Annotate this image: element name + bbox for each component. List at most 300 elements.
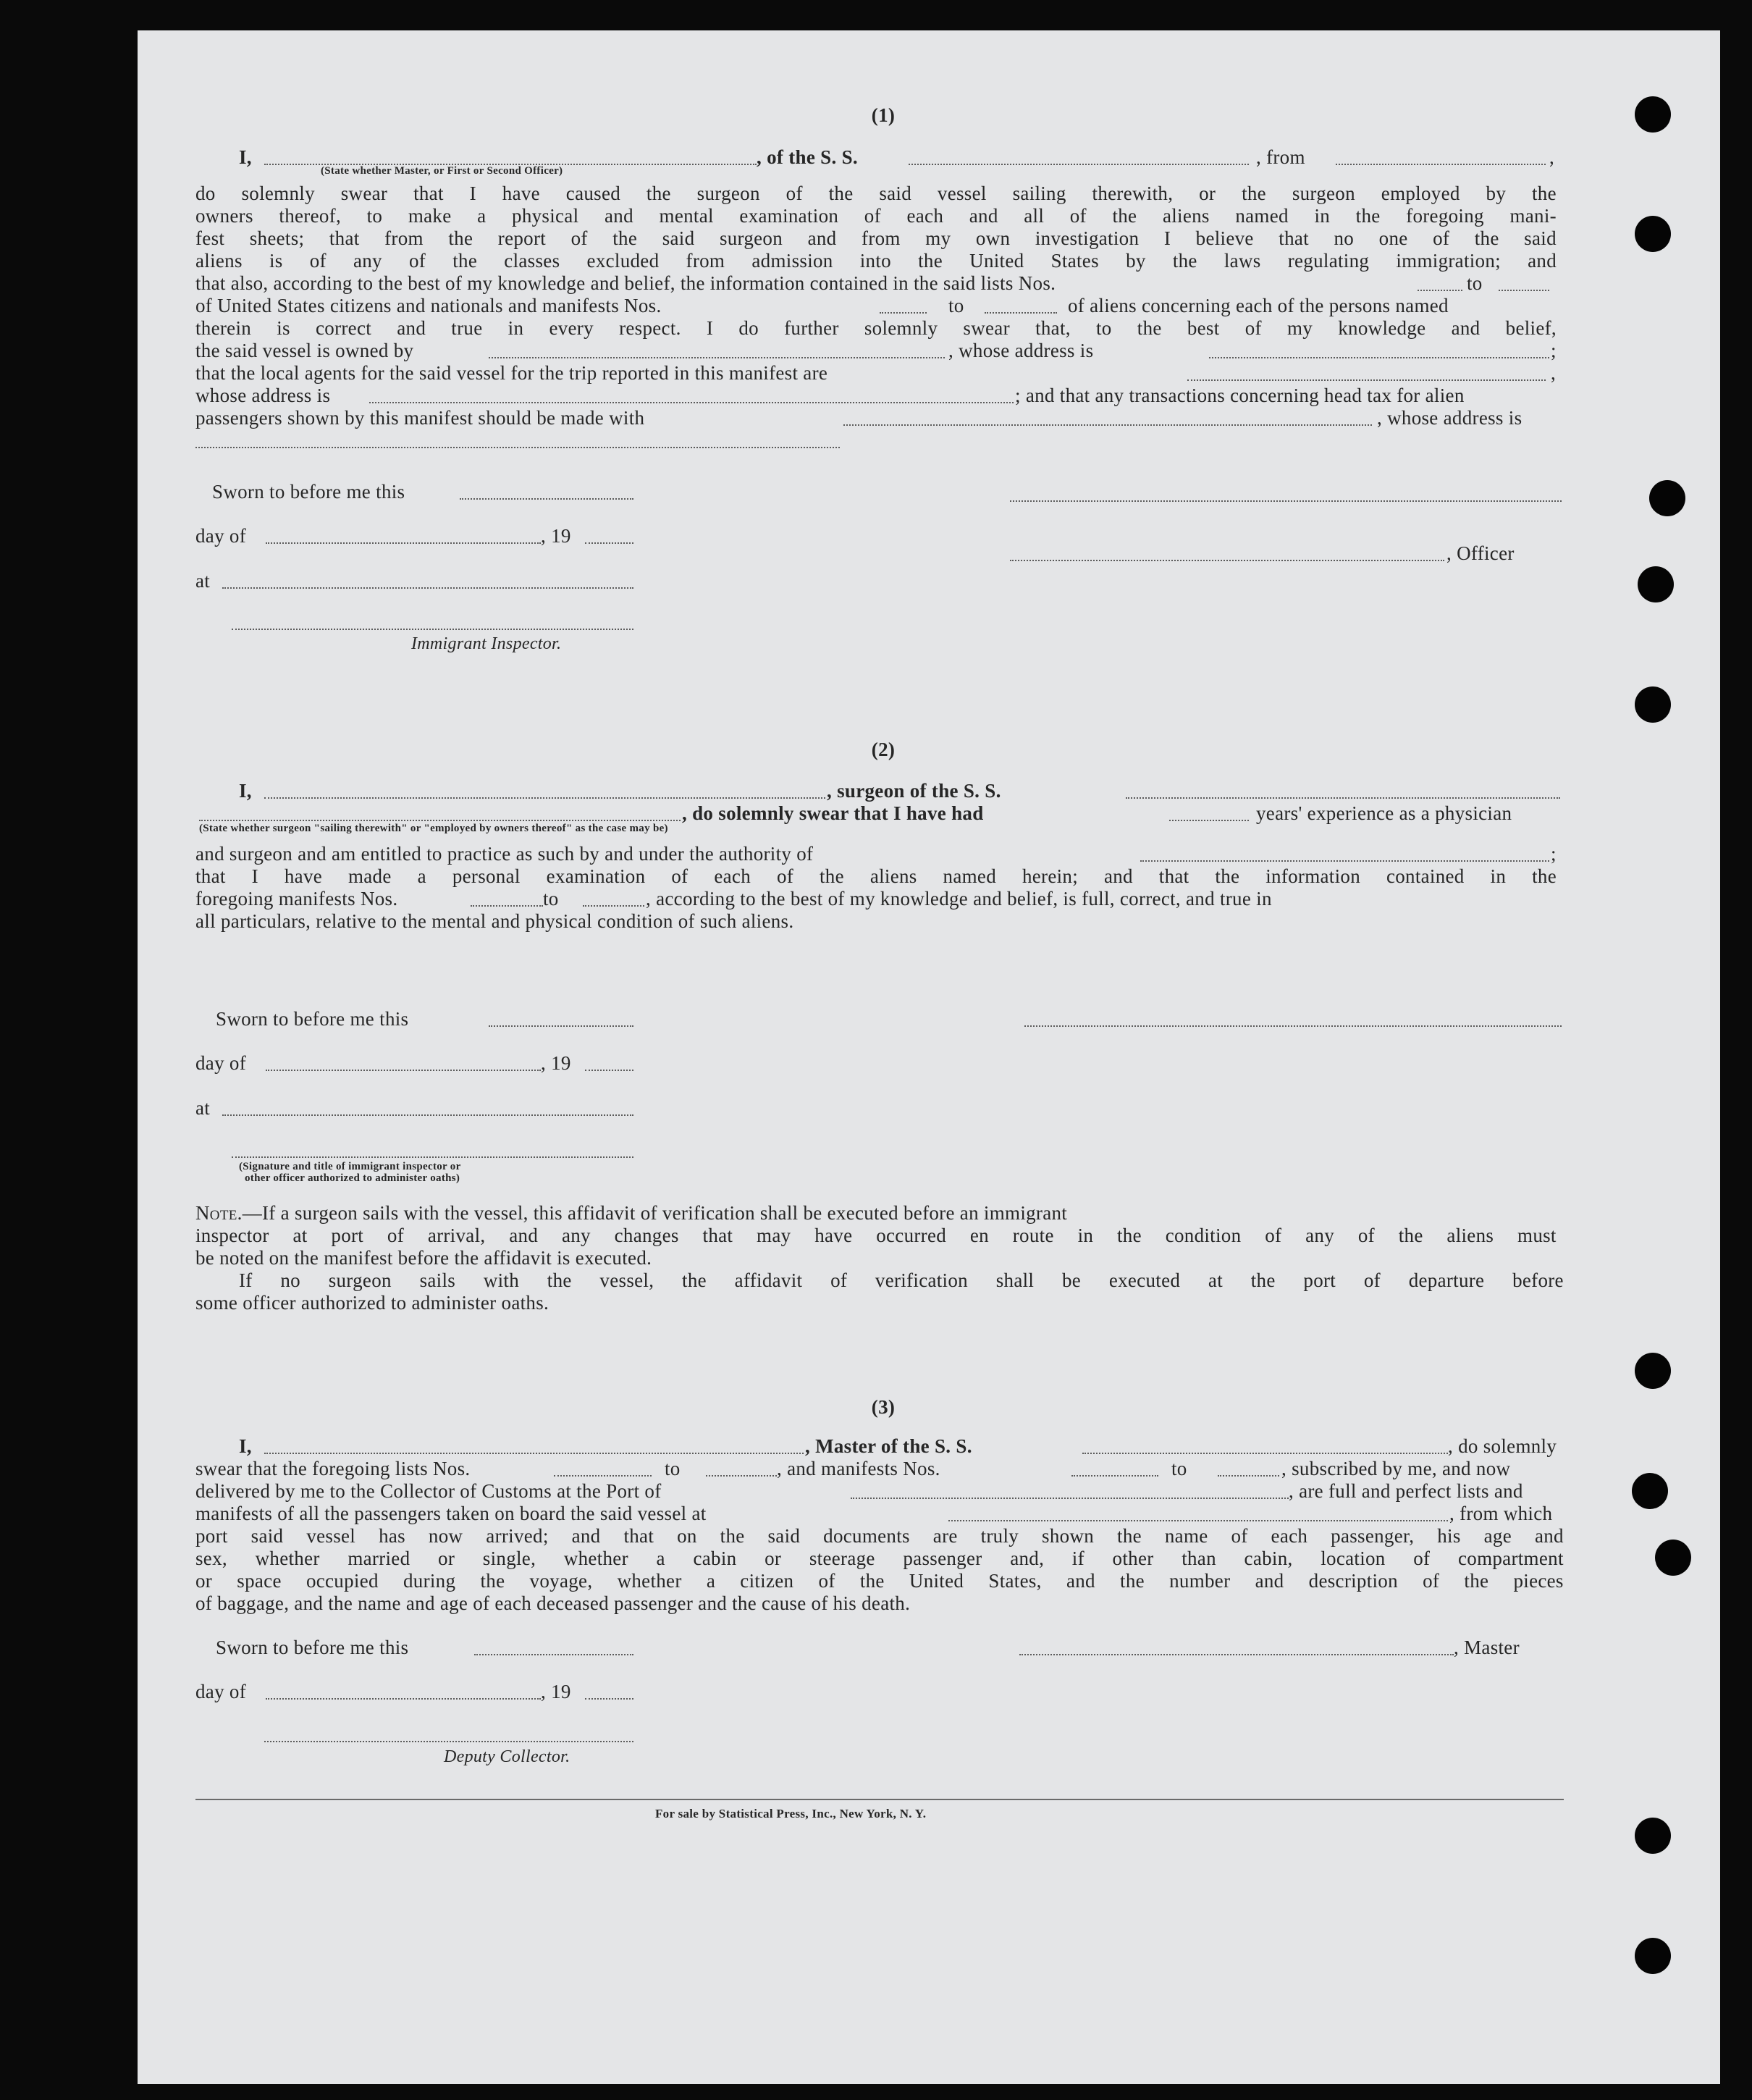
- word: that: [1158, 865, 1189, 887]
- word: no: [1334, 227, 1355, 249]
- word: the: [1474, 227, 1499, 249]
- word: therewith,: [1092, 182, 1174, 204]
- word: and: [605, 205, 633, 227]
- word: at: [292, 1225, 308, 1246]
- word: each: [714, 865, 751, 887]
- s3-vessel-name-field[interactable]: [1082, 1453, 1448, 1454]
- s1-year-field[interactable]: [585, 542, 633, 544]
- word: arrival,: [427, 1225, 486, 1246]
- word: that: [1279, 227, 1309, 249]
- s2-at-field[interactable]: [222, 1114, 633, 1116]
- word: the: [1242, 182, 1266, 204]
- s2-sworn-label: Sworn to before me this: [216, 1008, 409, 1030]
- word: mental: [659, 205, 714, 227]
- word: excluded: [586, 250, 660, 272]
- s2-year-label: , 19: [541, 1052, 571, 1074]
- s1-lists-to-field[interactable]: [1499, 290, 1549, 291]
- word: vessel,: [599, 1269, 654, 1291]
- footer-rule: [195, 1799, 1564, 1800]
- word: the: [612, 227, 638, 249]
- word: vessel: [937, 182, 987, 204]
- word: aliens: [1446, 1225, 1494, 1246]
- word: changes: [614, 1225, 679, 1246]
- word: laws: [1224, 250, 1261, 272]
- word: space: [237, 1570, 282, 1592]
- s2-vessel-name-field[interactable]: [1126, 797, 1560, 799]
- s3-day-field[interactable]: [266, 1698, 541, 1700]
- footer-imprint: For sale by Statistical Press, Inc., New York, N. Y.: [655, 1807, 927, 1820]
- word: the: [859, 1570, 885, 1592]
- word: shall: [995, 1269, 1035, 1291]
- word: the: [819, 865, 844, 887]
- s3-port-field[interactable]: [851, 1498, 1289, 1499]
- word: do: [195, 182, 216, 204]
- word: admission: [751, 250, 833, 272]
- word: knowledge: [1338, 317, 1426, 339]
- word: the: [918, 250, 943, 272]
- word: in: [508, 317, 524, 339]
- word: a: [706, 1570, 716, 1592]
- word: and: [1534, 1525, 1564, 1547]
- word: sailing: [1012, 182, 1066, 204]
- word: the: [1250, 1269, 1276, 1291]
- word: is: [277, 317, 290, 339]
- s1-officer-caption: , Officer: [1446, 542, 1515, 564]
- word: port: [1303, 1269, 1336, 1291]
- word: the: [1215, 865, 1240, 887]
- s1-agents-label: that the local agents for the said vessel for the trip reported in this manifest are: [195, 362, 828, 384]
- s2-surgeon-name-field[interactable]: [264, 797, 825, 799]
- s3-lists-label: swear that the foregoing lists Nos.: [195, 1458, 471, 1479]
- s1-officer-title-field[interactable]: [1010, 560, 1444, 561]
- word: the: [1117, 1525, 1142, 1547]
- s1-vessel-name-field[interactable]: [909, 164, 1249, 165]
- s1-body-line-4: [195, 250, 1557, 272]
- word: before: [1512, 1269, 1564, 1291]
- word: of: [830, 1269, 848, 1291]
- s2-i-label: I,: [239, 780, 252, 802]
- s2-year-field[interactable]: [585, 1070, 633, 1071]
- word: is: [269, 250, 283, 272]
- s2-solemnly-swear: , do solemnly swear that I have had: [682, 802, 984, 824]
- section-2-number: (2): [871, 739, 896, 760]
- word: of: [1069, 205, 1087, 227]
- s1-head-tax-with: passengers shown by this manifest should be made with: [195, 407, 645, 429]
- word: the: [448, 227, 473, 249]
- word: aliens: [195, 250, 243, 272]
- word: every: [549, 317, 594, 339]
- word: said: [879, 182, 912, 204]
- s2-sig-hint-1: (Signature and title of immigrant inspector or: [239, 1161, 461, 1172]
- word: all: [1024, 205, 1045, 227]
- s1-from-label: , from: [1256, 146, 1305, 168]
- s1-aliens-concerning: of aliens concerning each of the persons named: [1068, 295, 1449, 316]
- word: caused: [565, 182, 621, 204]
- s1-head-tax-party-field[interactable]: [843, 424, 1372, 426]
- s1-year-label: , 19: [541, 525, 571, 547]
- s3-collector-signature-field[interactable]: [264, 1741, 633, 1742]
- s3-year-field[interactable]: [585, 1698, 633, 1700]
- word: or: [765, 1547, 782, 1569]
- binder-hole-icon: [1638, 566, 1674, 602]
- word: of: [309, 250, 327, 272]
- word: that: [329, 227, 360, 249]
- word: may: [757, 1225, 791, 1246]
- s3-body-line-8: of baggage, and the name and age of each deceased passenger and the cause of his death.: [195, 1592, 911, 1614]
- word: of: [1231, 1525, 1248, 1547]
- word: foregoing: [1406, 205, 1484, 227]
- s2-years-field[interactable]: [1169, 820, 1249, 821]
- s1-body-line-7: [195, 317, 1557, 340]
- binder-hole-icon: [1635, 1818, 1671, 1854]
- word: by: [1126, 250, 1146, 272]
- word: the: [480, 1570, 505, 1592]
- s2-day-field[interactable]: [266, 1070, 541, 1071]
- word: executed: [1108, 1269, 1181, 1291]
- word: If: [239, 1269, 253, 1291]
- word: that: [413, 182, 444, 204]
- word: examination: [739, 205, 839, 227]
- s3-master-of-label: , Master of the S. S.: [805, 1435, 972, 1457]
- s3-embarkation-port-field[interactable]: [948, 1520, 1448, 1521]
- word: port: [331, 1225, 364, 1246]
- word: and: [807, 227, 837, 249]
- word: of: [1433, 227, 1450, 249]
- s1-agent-address-label: whose address is: [195, 385, 331, 406]
- word: from: [384, 227, 424, 249]
- word: voyage,: [529, 1570, 593, 1592]
- word: and: [1528, 250, 1557, 272]
- word: any: [353, 250, 382, 272]
- word: said: [662, 227, 695, 249]
- word: and: [1255, 1570, 1284, 1592]
- s1-comma-2: ,: [1551, 362, 1557, 384]
- word: condition: [1165, 1225, 1242, 1246]
- s1-lists-from-field[interactable]: [1418, 290, 1462, 291]
- word: named: [943, 865, 997, 887]
- s1-from-field[interactable]: [1336, 164, 1546, 165]
- word: have: [284, 865, 323, 887]
- s1-sworn-label: Sworn to before me this: [212, 481, 405, 503]
- s2-manifests-from-field[interactable]: [471, 905, 543, 907]
- s1-i-label: I,: [239, 146, 252, 168]
- binder-hole-icon: [1635, 216, 1671, 252]
- s1-sworn-field[interactable]: [460, 498, 633, 500]
- word: the: [1355, 205, 1381, 227]
- s3-body-line-5: [195, 1525, 1564, 1547]
- word: information: [1265, 865, 1361, 887]
- word: to: [366, 205, 383, 227]
- word: of: [1363, 1269, 1381, 1291]
- s2-semicolon: ;: [1551, 843, 1557, 865]
- word: occupied: [306, 1570, 379, 1592]
- word: that: [195, 865, 226, 887]
- s3-sworn-field[interactable]: [474, 1654, 633, 1655]
- word: from: [862, 227, 901, 249]
- s2-at-label: at: [195, 1097, 211, 1119]
- word: thereof,: [279, 205, 341, 227]
- word: the: [646, 182, 671, 204]
- word: therein: [195, 317, 252, 339]
- word: documents: [823, 1525, 910, 1547]
- s2-surgeon-of-label: , surgeon of the S. S.: [827, 780, 1001, 802]
- section-3-number: (3): [871, 1396, 896, 1418]
- s3-from-which: , from which: [1449, 1503, 1553, 1524]
- s1-owner-field[interactable]: [489, 357, 945, 358]
- s1-to-2: to: [948, 295, 964, 316]
- s1-body-line-1: [195, 182, 1557, 205]
- s2-inspector-signature-field[interactable]: [232, 1156, 633, 1158]
- word: sex,: [195, 1547, 227, 1569]
- word: other: [1112, 1547, 1154, 1569]
- word: owners: [195, 205, 253, 227]
- word: United: [909, 1570, 964, 1592]
- word: make: [408, 205, 452, 227]
- word: and: [571, 1525, 601, 1547]
- word: regulating: [1287, 250, 1370, 272]
- word: United: [969, 250, 1024, 272]
- word: name: [1164, 1525, 1208, 1547]
- s1-comma: ,: [1549, 146, 1555, 168]
- word: at: [1208, 1269, 1223, 1291]
- word: of: [671, 865, 688, 887]
- s1-owner-address-field[interactable]: [1209, 357, 1549, 358]
- word: affidavit: [734, 1269, 803, 1291]
- s3-full-lists: , are full and perfect lists and: [1289, 1480, 1523, 1502]
- s3-lists-from-field[interactable]: [554, 1475, 652, 1477]
- word: vessel: [306, 1525, 356, 1547]
- s2-note-line-3: be noted on the manifest before the affidavit is executed.: [195, 1247, 652, 1269]
- word: have: [502, 182, 540, 204]
- s1-at-label: at: [195, 570, 211, 592]
- s2-authority-field[interactable]: [1140, 860, 1549, 862]
- word: aliens: [1162, 205, 1210, 227]
- word: the: [682, 1269, 707, 1291]
- word: I: [706, 317, 714, 339]
- word: mani-: [1509, 205, 1557, 227]
- word: surgeon: [1292, 182, 1355, 204]
- s1-to-1: to: [1467, 272, 1483, 294]
- s2-manifests-to-field[interactable]: [583, 905, 644, 907]
- s1-day-field[interactable]: [266, 542, 541, 544]
- s1-day-of-label: day of: [195, 525, 247, 547]
- s1-inspector-caption: Immigrant Inspector.: [411, 634, 562, 653]
- word: on: [677, 1525, 697, 1547]
- word: during: [403, 1570, 456, 1592]
- word: each: [906, 205, 944, 227]
- word: occurred: [876, 1225, 947, 1246]
- word: a: [656, 1547, 665, 1569]
- word: age: [1483, 1525, 1512, 1547]
- word: personal: [452, 865, 521, 887]
- s2-surgeon-status-field[interactable]: [199, 820, 681, 821]
- word: own: [975, 227, 1011, 249]
- word: correct: [316, 317, 372, 339]
- word: sheets;: [249, 227, 305, 249]
- word: belief,: [1505, 317, 1557, 339]
- word: now: [428, 1525, 463, 1547]
- word: respect.: [619, 317, 681, 339]
- s3-master-signature-field[interactable]: [1019, 1654, 1454, 1655]
- word: said: [250, 1525, 284, 1547]
- word: one: [1378, 227, 1408, 249]
- s3-year-label: , 19: [541, 1681, 571, 1702]
- word: description: [1308, 1570, 1398, 1592]
- word: I: [1163, 227, 1171, 249]
- word: best: [1187, 317, 1220, 339]
- s3-to-1: to: [665, 1458, 681, 1479]
- word: of: [409, 250, 426, 272]
- s1-semicolon: ;: [1551, 340, 1557, 361]
- s3-port-label: delivered by me to the Collector of Customs at the Port of: [195, 1480, 662, 1502]
- word: a: [477, 205, 487, 227]
- word: route: [1012, 1225, 1054, 1246]
- s1-manifests-to-field[interactable]: [985, 312, 1057, 314]
- s1-at-field[interactable]: [222, 587, 633, 589]
- manifest-page: [138, 30, 1720, 2084]
- s2-sworn-field[interactable]: [489, 1025, 633, 1027]
- s3-master-name-field[interactable]: [264, 1453, 804, 1454]
- word: do: [738, 317, 759, 339]
- word: contained: [1386, 865, 1465, 887]
- word: and: [509, 1225, 539, 1246]
- s2-note-head: Note.: [195, 1202, 243, 1224]
- s2-note-line-1: Note.—If a surgeon sails with the vessel, this affidavit of verification shall be executed before an immigrant: [195, 1202, 1068, 1224]
- word: inspector: [195, 1225, 269, 1246]
- s1-head-tax: ; and that any transactions concerning head tax for alien: [1015, 385, 1465, 406]
- word: departure: [1408, 1269, 1485, 1291]
- s1-body-line-6: of United States citizens and nationals and manifests Nos.: [195, 295, 662, 316]
- word: sails: [419, 1269, 456, 1291]
- word: cabin,: [1244, 1547, 1293, 1569]
- word: must: [1517, 1225, 1557, 1246]
- word: are: [932, 1525, 958, 1547]
- word: of: [1357, 1225, 1375, 1246]
- word: by: [1486, 182, 1507, 204]
- word: the: [547, 1269, 572, 1291]
- word: in: [1077, 1225, 1094, 1246]
- s3-manifests-to-field[interactable]: [1218, 1475, 1279, 1477]
- s3-to-2: to: [1171, 1458, 1187, 1479]
- s1-manifests-from-field[interactable]: [880, 312, 927, 314]
- binder-hole-icon: [1632, 1473, 1668, 1509]
- s1-officer-hint: (State whether Master, or First or Second Officer): [321, 165, 563, 177]
- word: named: [1235, 205, 1289, 227]
- binder-hole-icon: [1635, 96, 1671, 133]
- s2-surgeon-signature-field[interactable]: [1024, 1025, 1562, 1027]
- word: number: [1169, 1570, 1231, 1592]
- word: or: [195, 1570, 213, 1592]
- word: of: [776, 865, 794, 887]
- word: I: [469, 182, 476, 204]
- word: and: [1451, 317, 1481, 339]
- word: that,: [1035, 317, 1071, 339]
- word: the: [1532, 865, 1557, 887]
- s3-subscribed: , subscribed by me, and now: [1281, 1458, 1511, 1479]
- word: single,: [482, 1547, 536, 1569]
- word: and: [1103, 865, 1133, 887]
- s2-note-line-2: [195, 1225, 1557, 1247]
- s2-years-label: years' experience as a physician: [1256, 802, 1512, 824]
- word: compartment: [1458, 1547, 1564, 1569]
- word: that: [623, 1525, 654, 1547]
- word: herein;: [1022, 865, 1079, 887]
- word: no: [280, 1269, 300, 1291]
- word: citizen: [740, 1570, 794, 1592]
- word: in: [1314, 205, 1331, 227]
- word: the: [828, 182, 854, 204]
- word: swear: [963, 317, 1010, 339]
- word: a: [417, 865, 426, 887]
- s3-do-solemnly: , do solemnly: [1448, 1435, 1557, 1457]
- word: of: [864, 205, 881, 227]
- s3-body-line-6: [195, 1547, 1564, 1570]
- s1-head-tax-address-field[interactable]: [195, 447, 840, 448]
- word: or: [438, 1547, 455, 1569]
- section-1-number: (1): [871, 104, 896, 126]
- word: States,: [988, 1570, 1042, 1592]
- word: and: [397, 317, 426, 339]
- s2-day-of-label: day of: [195, 1052, 247, 1074]
- s1-agent-address-field[interactable]: [369, 402, 1014, 403]
- word: pieces: [1513, 1570, 1564, 1592]
- word: have: [814, 1225, 853, 1246]
- word: the: [1112, 205, 1137, 227]
- word: said: [1524, 227, 1557, 249]
- word: of: [1413, 1547, 1431, 1569]
- word: immigration;: [1396, 250, 1501, 272]
- word: swear: [340, 182, 388, 204]
- word: shown: [1042, 1525, 1095, 1547]
- word: physical: [512, 205, 579, 227]
- s2-note-line-5: some officer authorized to administer oaths.: [195, 1292, 549, 1314]
- word: the: [1120, 1570, 1145, 1592]
- s3-sworn-label: Sworn to before me this: [216, 1637, 409, 1658]
- word: passenger: [903, 1547, 982, 1569]
- binder-hole-icon: [1655, 1540, 1691, 1576]
- word: to: [1095, 317, 1112, 339]
- word: be: [1061, 1269, 1082, 1291]
- word: whether: [563, 1547, 628, 1569]
- word: location: [1321, 1547, 1386, 1569]
- s2-sig-hint-2: other officer authorized to administer oaths): [245, 1172, 460, 1184]
- word: said: [767, 1525, 801, 1547]
- s1-body-line-5: that also, according to the best of my knowledge and belief, the information contained in the said lists Nos.: [195, 272, 1056, 294]
- s1-head-tax-address-label: , whose address is: [1377, 407, 1523, 429]
- s3-lists-to-field[interactable]: [706, 1475, 777, 1477]
- s1-officer-signature-field[interactable]: [1010, 500, 1562, 502]
- word: of: [570, 227, 588, 249]
- s3-master-caption: , Master: [1454, 1637, 1520, 1658]
- word: the: [1398, 1225, 1423, 1246]
- word: if: [1071, 1547, 1085, 1569]
- s1-owner-address-label: , whose address is: [948, 340, 1094, 361]
- word: examination: [546, 865, 646, 887]
- word: port: [195, 1525, 228, 1547]
- s1-agents-field[interactable]: [1187, 379, 1546, 381]
- word: made: [348, 865, 392, 887]
- word: of: [818, 1570, 835, 1592]
- word: the: [1531, 182, 1557, 204]
- s3-manifests-from-field[interactable]: [1071, 1475, 1158, 1477]
- word: of: [387, 1225, 404, 1246]
- word: surgeon: [719, 227, 783, 249]
- word: that: [702, 1225, 733, 1246]
- s2-authority-label: and surgeon and am entitled to practice as such by and under the authority of: [195, 843, 814, 865]
- s1-inspector-signature-field[interactable]: [232, 629, 633, 630]
- word: whether: [617, 1570, 682, 1592]
- word: arrived;: [486, 1525, 549, 1547]
